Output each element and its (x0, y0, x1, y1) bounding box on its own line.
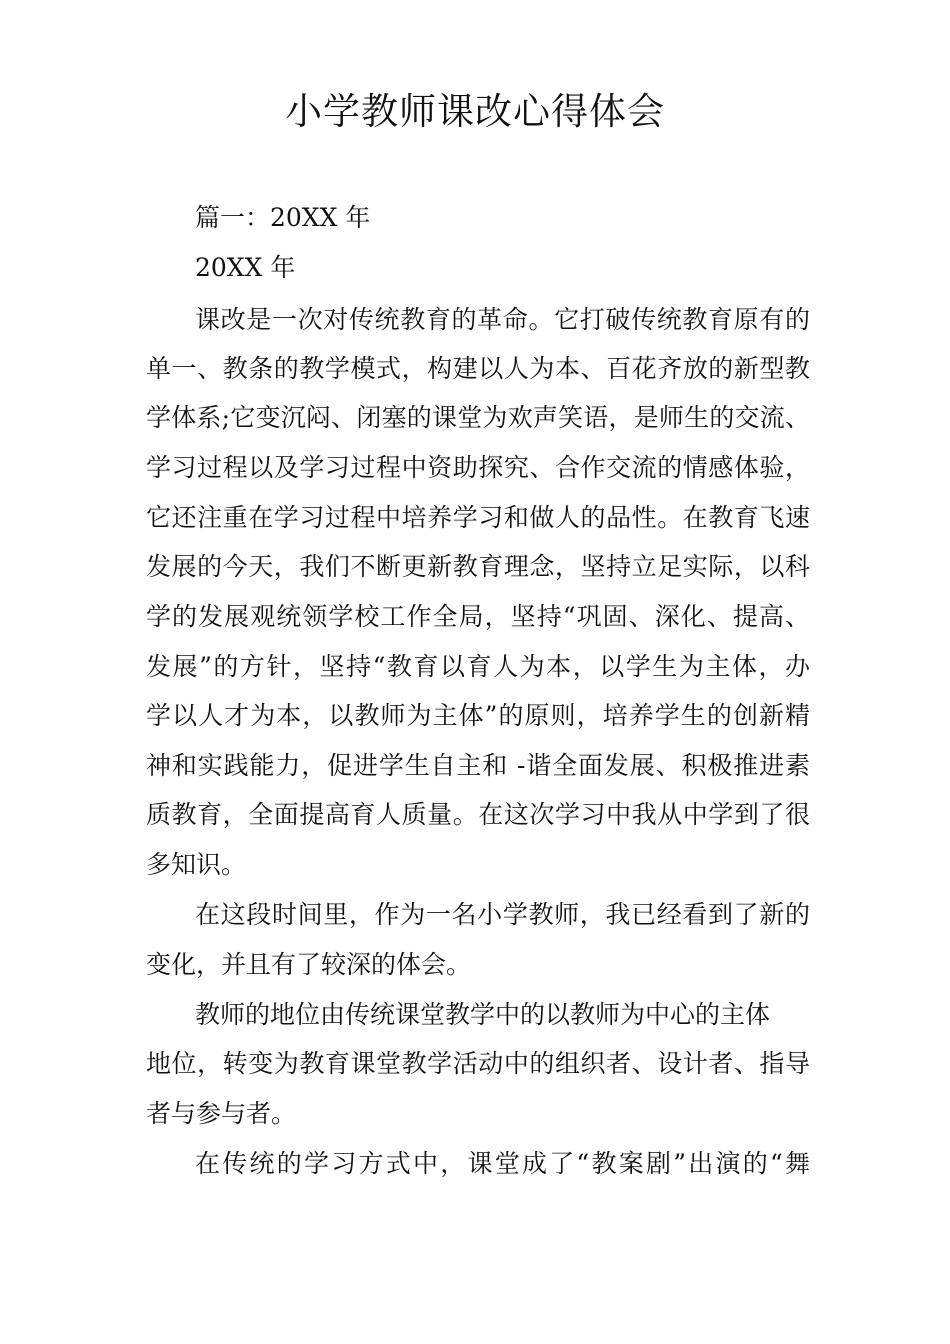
document-title: 小学教师课改心得体会 (285, 90, 665, 133)
paragraph-line: 学体系;它变沉闷、闭塞的课堂为欢声笑语，是师生的交流、 (146, 403, 810, 432)
paragraph-line: 教师的地位由传统课堂教学中的以教师为中心的主体 (195, 1000, 771, 1029)
paragraph-line: 质教育，全面提高育人质量。在这次学习中我从中学到了很 (146, 800, 810, 829)
paragraph-line: 神和实践能力，促进学生自主和 -谐全面发展、积极推进素 (146, 751, 810, 780)
paragraph-line: 单一、教条的教学模式，构建以人为本、百花齐放的新型教 (146, 354, 810, 383)
paragraph-line: 在传统的学习方式中，课堂成了“教案剧”出演的“舞 (195, 1149, 810, 1178)
paragraph-line: 变化，并且有了较深的体会。 (146, 950, 472, 979)
paragraph-line: 学以人才为本，以教师为主体”的原则，培养学生的创新精 (146, 701, 810, 730)
paragraph-line: 课改是一次对传统教育的革命。它打破传统教育原有的 (195, 305, 810, 334)
paragraph-line: 学的发展观统领学校工作全局，坚持“巩固、深化、提高、 (146, 602, 810, 631)
paragraph-line: 者与参与者。 (146, 1099, 297, 1128)
paragraph-line: 它还注重在学习过程中培养学习和做人的品性。在教育飞速 (146, 503, 810, 532)
text-line-heading: 篇一：20XX 年 (195, 203, 371, 232)
paragraph-line: 多知识。 (146, 850, 247, 879)
paragraph-line: 发展”的方针，坚持“教育以育人为本，以学生为主体，办 (146, 652, 810, 681)
paragraph-line: 学习过程以及学习过程中资助探究、合作交流的情感体验， (146, 453, 810, 482)
paragraph-line: 发展的今天，我们不断更新教育理念，坚持立足实际，以科 (146, 552, 810, 581)
text-line-year: 20XX 年 (195, 253, 296, 282)
paragraph-line: 在这段时间里，作为一名小学教师，我已经看到了新的 (195, 900, 810, 929)
paragraph-line: 地位，转变为教育课堂教学活动中的组织者、设计者、指导 (146, 1049, 810, 1078)
